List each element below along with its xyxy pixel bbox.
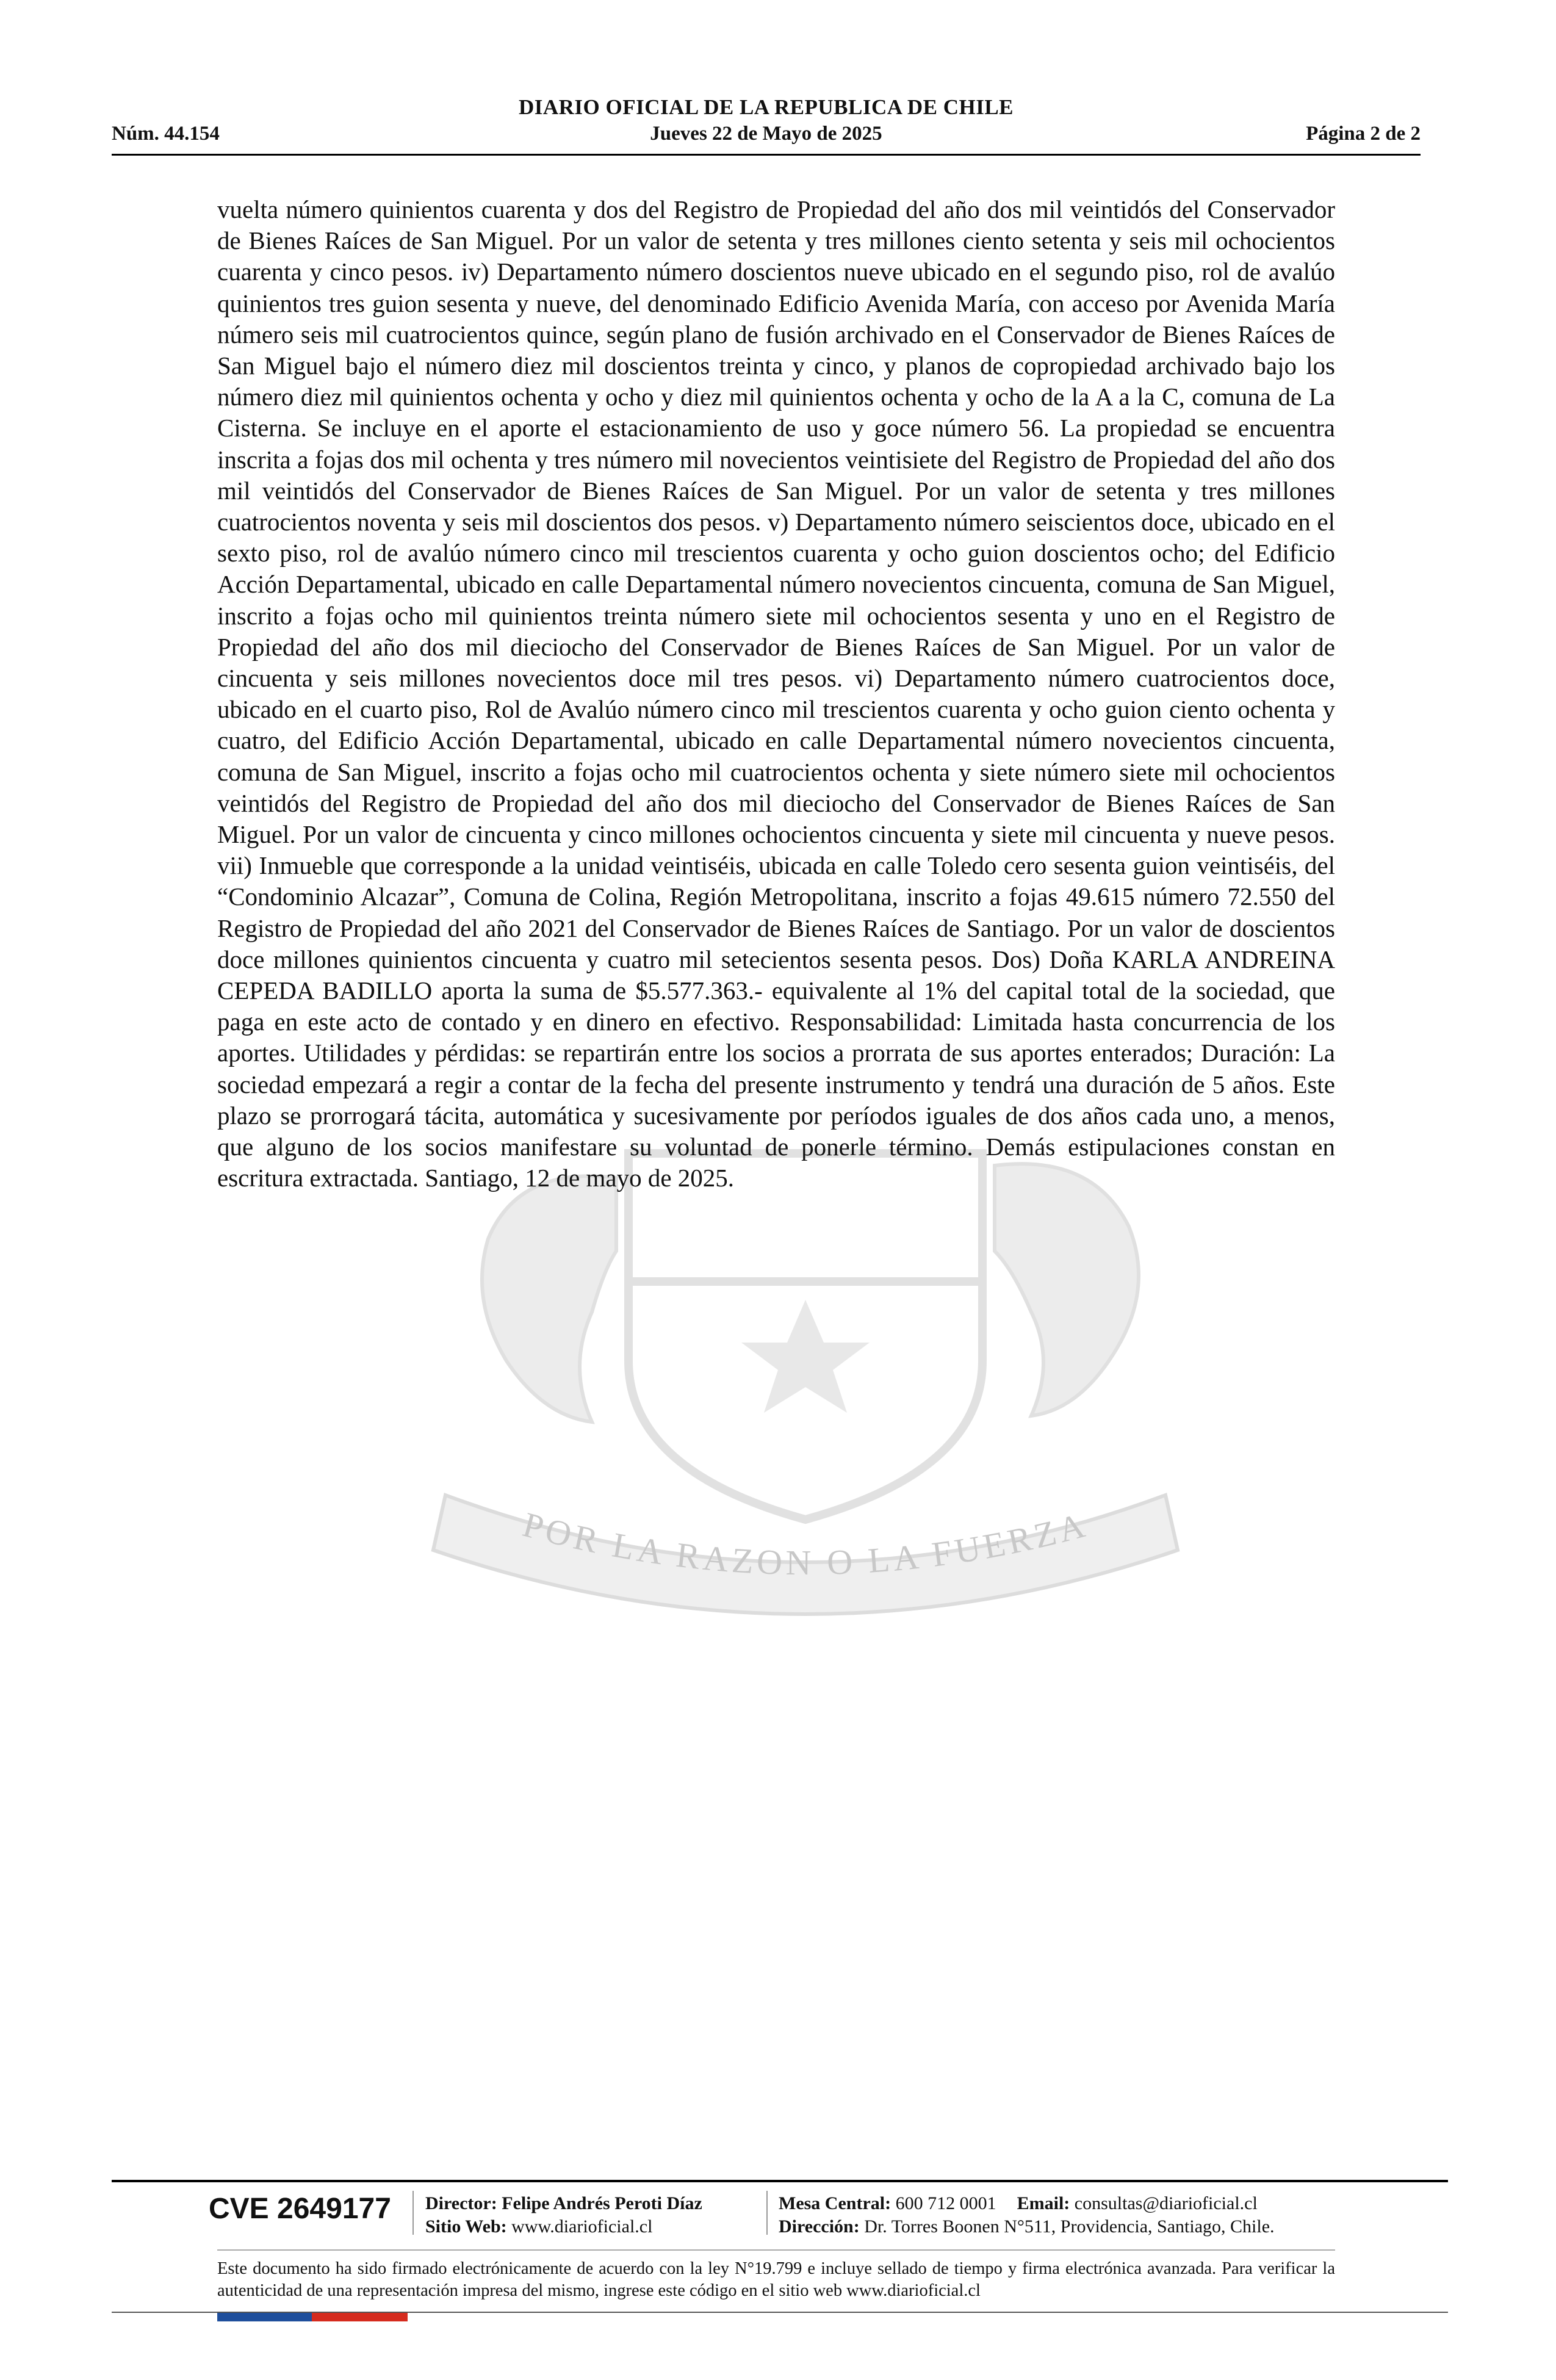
cve-code: CVE 2649177 [209,2193,391,2225]
footer-separator [766,2191,768,2235]
page-indicator: Página 2 de 2 [1306,123,1421,145]
document-body: vuelta número quinientos cuarenta y dos del Registro de Propiedad del año dos mil veintidós del Conservador de Bienes Raíces de San Miguel. Por un valor de setenta y tres millones ciento setenta y seis mil ochocientos cuarenta y cinco pesos. iv) Departamento número doscientos nueve ubicado en el segundo piso, rol de avalúo quinientos tres guion sesenta y nueve, del denominado Edificio Avenida María, con acceso por Avenida María número seis mil cuatrocientos quince, según plano de fusión archivado en el Conservador de Bienes Raíces de San Miguel bajo el número diez mil doscientos treinta y cinco, y planos de copropiedad archivado bajo los número diez mil quinientos ochenta y ocho y diez mil quinientos ochenta y ocho de la A a la C, comuna de La Cisterna. Se incluye en el aporte el estacionamiento de uso y goce número 56. La propiedad se encuentra inscrita a fojas dos mil ochenta y tres número mil novecientos veintisiete del Registro de Propiedad del año dos mil veintidós del Conservador de Bienes Raíces de San Miguel. Por un valor de setenta y tres millones cuatrocientos noventa y seis mil doscientos dos pesos. v) Departamento número seiscientos doce, ubicado en el sexto piso, rol de avalúo número cinco mil trescientos cuarenta y ocho guion doscientos ocho; del Edificio Acción Departamental, ubicado en calle Departamental número novecientos cincuenta, comuna de San Miguel, inscrito a fojas ocho mil quinientos treinta número siete mil ochocientos sesenta y uno en el Registro de Propiedad del año dos mil dieciocho del Conservador de Bienes Raíces de San Miguel. Por un valor de cincuenta y seis millones novecientos doce mil tres pesos. vi) Departamento número cuatrocientos doce, ubicado en el cuarto piso, Rol de Avalúo número cinco mil trescientos cuarenta y ocho guion ciento ochenta y cuatro, del Edificio Acción Departamental, ubicado en calle Departamental número novecientos cincuenta, comuna de San Miguel, inscrito a fojas ocho mil cuatrocientos ochenta y siete número siete mil ochocientos veintidós del Registro de Propiedad del año dos mil dieciocho del Conservador de Bienes Raíces de San Miguel. Por un valor de cincuenta y cinco millones ochocientos cincuenta y siete mil cincuenta y nueve pesos. vii) Inmueble que corresponde a la unidad veintiséis, ubicada en calle Toledo cero sesenta guion veintiséis, del “Condominio Alcazar”, Comuna de Colina, Región Metropolitana, inscrito a fojas 49.615 número 72.550 del Registro de Propiedad del año 2021 del Conservador de Bienes Raíces de Santiago. Por un valor de doscientos doce millones quinientos cincuenta y cuatro mil setecientos sesenta pesos. Dos) Doña KARLA ANDREINA CEPEDA BADILLO aporta la suma de $5.577.363.- equivalente al 1% del capital total de la sociedad, que paga en este acto de contado y en dinero en efectivo. Responsabilidad: Limitada hasta concurrencia de los aportes. Utilidades y pérdidas: se repartirán entre los socios a prorrata de sus aportes enterados; Duración: La sociedad empezará a regir a contar de la fecha del presente instrumento y tendrá una duración de 5 años. Este plazo se prorrogará tácita, automática y sucesivamente por períodos iguales de dos años cada uno, a menos, que alguno de los socios manifestare su voluntad de ponerle término. Demás estipulaciones constan en escritura extractada. Santiago, 12 de mayo de 2025. [217,195,1335,1192]
footer-mid-rule [217,2249,1335,2251]
condor-icon [995,1164,1139,1416]
director-name: Felipe Andrés Peroti Díaz [502,2193,702,2213]
header-meta-row [112,123,1421,150]
address-value: Dr. Torres Boonen N°511, Providencia, Santiago, Chile. [864,2216,1275,2237]
email-link[interactable]: consultas@diarioficial.cl [1074,2193,1258,2213]
address-label: Dirección: [779,2216,860,2237]
flag-stripe [217,2313,408,2321]
footer-contact-block [779,2192,1275,2238]
email-label: Email: [1017,2193,1070,2213]
website-link[interactable]: www.diarioficial.cl [511,2216,653,2237]
footer-top-rule [112,2180,1448,2182]
flag-blue-segment [217,2313,312,2321]
mesa-central-label: Mesa Central: [779,2193,891,2213]
issue-number: Núm. 44.154 [112,123,220,145]
publication-title: DIARIO OFICIAL DE LA REPUBLICA DE CHILE [518,95,1014,119]
shield-icon [629,1153,982,1520]
motto-text: POR LA RAZON O LA FUERZA [519,1504,1092,1583]
electronic-signature-note: Este documento ha sido firmado electrónicamente de acuerdo con la ley N°19.799 e incluye sellado de tiempo y firma electrónica avanzada. Para verificar la autenticidad de una representación impresa del mismo, ingrese este código en el sitio web www.diarioficial.cl [217,2259,1335,2300]
header-divider [112,154,1421,156]
flag-red-segment [312,2313,408,2321]
website-label: Sitio Web: [425,2216,507,2237]
huemul-icon [482,1176,616,1422]
issue-date: Jueves 22 de Mayo de 2025 [650,123,882,145]
mesa-central-value: 600 712 0001 [895,2193,996,2213]
footer-separator [412,2191,414,2235]
page-header [112,95,1421,156]
director-label: Director: [425,2193,497,2213]
coat-of-arms-watermark [287,1129,1324,1678]
footer-director-block [425,2192,702,2238]
